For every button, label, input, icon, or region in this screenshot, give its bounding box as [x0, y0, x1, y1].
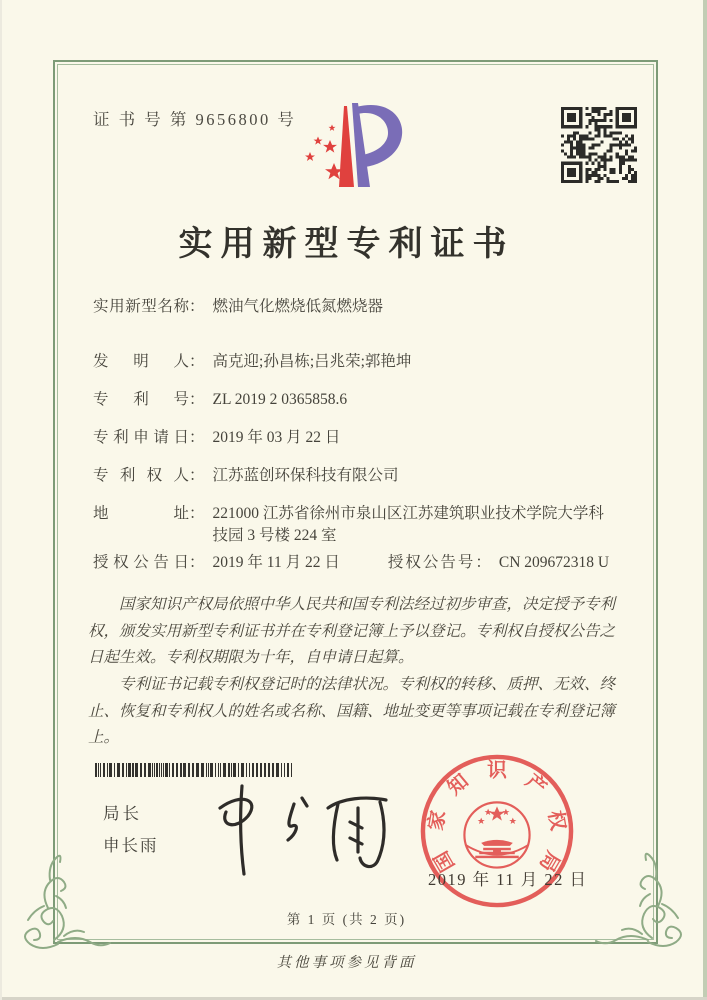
legal-paragraph: 专利证书记载专利权登记时的法律状况。专利权的转移、质押、无效、终止、恢复和专利权人的姓名或名称、国籍、地址变更等事项记载在专利登记簿上。 [88, 675, 616, 747]
page-edge [703, 0, 707, 1000]
corner-flourish-icon [590, 846, 702, 958]
field-row-address: 地址 ： 221000 江苏省徐州市泉山区江苏建筑职业技术学院大学科技园 3 号楼 224 室 [93, 503, 623, 547]
cnipa-logo-icon [292, 95, 442, 195]
field-label: 授权公告号 [387, 554, 476, 571]
field-value: 2019 年 11 月 22 日 [212, 554, 340, 571]
legal-text [88, 592, 624, 752]
qr-code-icon [561, 107, 637, 183]
svg-text:产: 产 [521, 770, 551, 800]
field-value: 江苏蓝创环保科技有限公司 [212, 467, 399, 484]
field-label: 专利号 [93, 391, 189, 408]
field-label: 实用新型名称 [93, 298, 189, 315]
field-row-filing-date: 专利申请日 ： 2019 年 03 月 22 日 [93, 427, 623, 449]
barcode-icon [95, 763, 295, 777]
svg-text:知: 知 [443, 770, 473, 800]
field-value: 221000 江苏省徐州市泉山区江苏建筑职业技术学院大学科技园 3 号楼 224 室 [212, 505, 604, 544]
field-value: 燃油气化燃烧低氮燃烧器 [212, 298, 384, 315]
handwritten-signature-icon [190, 778, 405, 880]
svg-text:权: 权 [543, 808, 569, 833]
field-list [93, 296, 623, 590]
field-value: ZL 2019 2 0365858.6 [212, 391, 348, 408]
svg-text:识: 识 [487, 759, 507, 782]
certificate-title: 实用新型专利证书 [178, 226, 515, 263]
certificate-number: 证 书 号 第 9656800 号 [93, 110, 297, 129]
field-label: 专利申请日 [93, 429, 189, 446]
field-row-name: 实用新型名称 ： 燃油气化燃烧低氮燃烧器 [93, 296, 623, 318]
field-pair-grant-no: 授权公告号 ： CN 209672318 U [388, 552, 609, 574]
field-row-patent-no: 专利号 ： ZL 2019 2 0365858.6 [93, 389, 623, 411]
field-label: 发明人 [93, 353, 189, 370]
back-note: 其他事项参见背面 [276, 955, 417, 971]
field-label: 专利权人 [93, 467, 189, 484]
director-title: 局长 [103, 804, 142, 823]
field-value: 2019 年 03 月 22 日 [212, 429, 341, 446]
svg-text:家: 家 [425, 808, 451, 833]
field-row-patentee: 专利权人 ： 江苏蓝创环保科技有限公司 [93, 465, 623, 487]
field-value: CN 209672318 U [498, 554, 610, 571]
page-edge [0, 0, 2, 1000]
seal-date: 2019 年 11 月 22 日 [428, 870, 588, 889]
director-name: 申长雨 [103, 836, 159, 855]
field-value: 高克迎;孙昌栋;吕兆荣;郭艳坤 [212, 353, 412, 370]
field-row-grant: 授权公告日 ： 2019 年 11 月 22 日 授权公告号 ： CN 209672318 U [93, 552, 623, 574]
page-number: 第 1 页 (共 2 页) [286, 912, 407, 927]
corner-flourish-icon [4, 848, 116, 960]
field-row-inventors: 发明人 ： 高克迎;孙昌栋;吕兆荣;郭艳坤 [93, 351, 623, 373]
field-label: 地址 [93, 505, 189, 522]
svg-text:国: 国 [430, 847, 460, 876]
svg-text:局: 局 [534, 847, 564, 876]
field-label: 授权公告日 [93, 554, 189, 571]
legal-paragraph: 国家知识产权局依照中华人民共和国专利法经过初步审查，决定授予专利权，颁发实用新型专利证书并在专利登记簿上予以登记。专利权自授权公告之日起生效。专利权期限为十年，自申请日起算。 [88, 596, 616, 667]
